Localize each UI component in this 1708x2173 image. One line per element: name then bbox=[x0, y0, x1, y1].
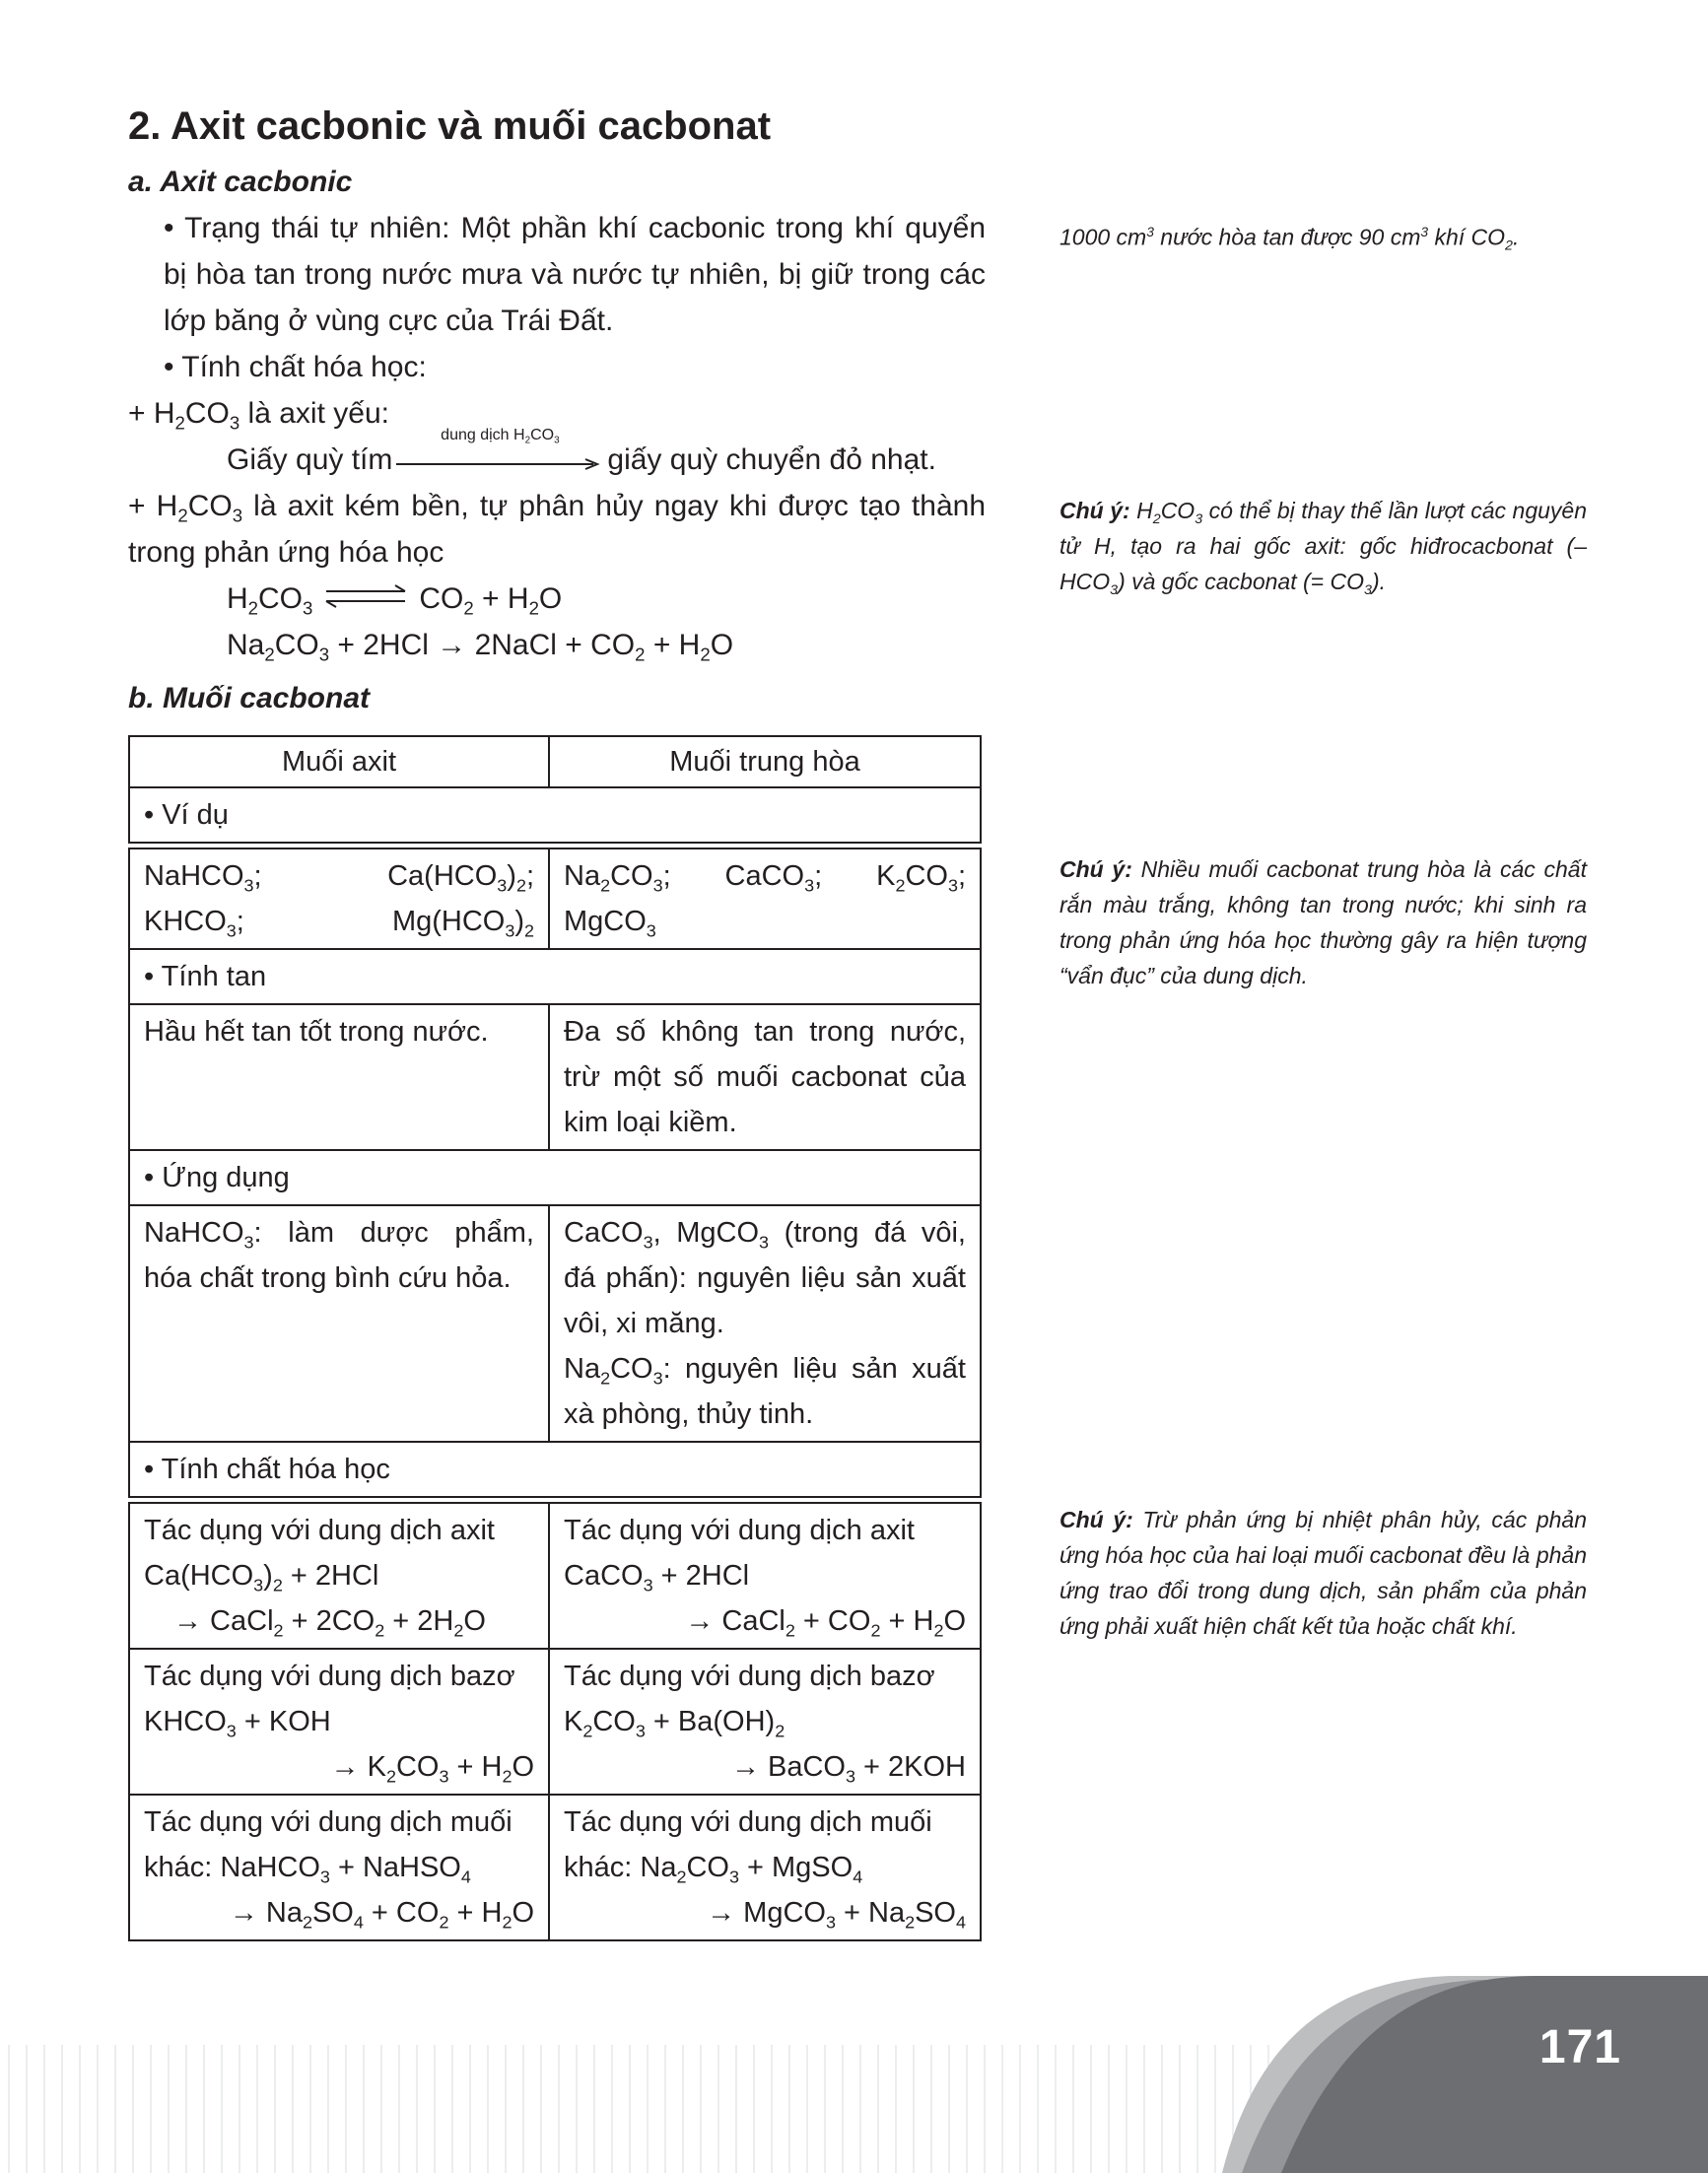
table-header-row bbox=[129, 736, 981, 787]
page-number: 171 bbox=[1538, 2021, 1621, 2073]
table-row bbox=[129, 849, 981, 949]
subsection-a-title: a. Axit cacbonic bbox=[128, 166, 353, 198]
section-title: 2. Axit cacbonic và muối cacbonat bbox=[128, 104, 772, 148]
base-reaction-neutral-salt: Tác dụng với dung dịch bazơ $K_2CO_3 + Ba(OH)_2$ → BaCO$_3$ + 2KOH bbox=[549, 1649, 981, 1795]
natural-state-paragraph: • Trạng thái tự nhiên: Một phần khí cacbonic trong khí quyển bị hòa tan trong nước mưa và nước tự nhiên, bị giữ trong các lớp băng ở vùng cực của Trái Đất. bbox=[164, 212, 986, 337]
section-row-uses: • Ứng dụng bbox=[129, 1150, 981, 1205]
carbonate-table bbox=[128, 735, 982, 1941]
equation-na2co3-hcl: $Na_2CO_3 + 2HCl$ → 2NaCl + $CO_2 + H_2O$ bbox=[227, 629, 734, 665]
section-row-solubility: • Tính tan bbox=[129, 949, 981, 1004]
header-neutral-salt: Muối trung hòa bbox=[549, 736, 981, 787]
table-row bbox=[129, 1503, 981, 1649]
uses-acid-salt: NaHCO$_3$: làm dược phẩm, hóa chất trong bình cứu hỏa. bbox=[129, 1205, 549, 1442]
page-footer bbox=[0, 1946, 1708, 2173]
header-acid-salt: Muối axit bbox=[129, 736, 549, 787]
right-arrow-icon bbox=[396, 457, 603, 471]
acid-reaction-acid-salt: Tác dụng với dung dịch axit $Ca(HCO_3)_2 + 2HCl$ → CaCl$_2$ + $2CO_2 + 2H_2O$ bbox=[129, 1503, 549, 1649]
table-row bbox=[129, 1649, 981, 1795]
reaction-arrow bbox=[396, 427, 603, 473]
acid-reaction-neutral-salt: Tác dụng với dung dịch axit CaCO$_3$ + 2HCl → CaCl$_2$ + $CO_2 + H_2O$ bbox=[549, 1503, 981, 1649]
uses-neutral-salt: CaCO$_3$, MgCO$_3$ (trong đá vôi, đá phấn): nguyên liệu sản xuất vôi, xi măng. $Na_2CO_3$: nguyên liệu sản xuất xà phòng, thủy tinh. bbox=[549, 1205, 981, 1442]
section-row-examples: • Ví dụ bbox=[129, 787, 981, 843]
solubility-neutral-salt: Đa số không tan trong nước, trừ một số muối cacbonat của kim loại kiềm. bbox=[549, 1004, 981, 1150]
weak-acid-line: + $H_2CO_3$ là axit yếu: bbox=[128, 397, 389, 434]
table-row bbox=[129, 1795, 981, 1940]
footer-decoration-icon bbox=[0, 1946, 1708, 2173]
main-content bbox=[128, 99, 986, 1941]
salt-reaction-neutral-salt: Tác dụng với dung dịch muối khác: $Na_2CO_3$ + MgSO$_4$ → MgCO$_3$ + $Na_2SO_4$ bbox=[549, 1795, 981, 1940]
equilibrium-arrow-icon bbox=[322, 584, 409, 608]
litmus-line: Giấy quỳ tím dung dịch $H_2CO_3$ giấy quỳ chuyển đỏ nhạt. bbox=[227, 427, 936, 476]
side-note-exchange-reactions: Chú ý: Trừ phản ứng bị nhiệt phân hủy, các phản ứng hóa học của hai loại muối cacbonat đều là phản ứng trao đổi trong dung dịch, sản phẩm của phản ứng phải xuất hiện chất kết tủa hoặc chất khí. bbox=[1059, 1507, 1587, 1639]
section-row-chem: • Tính chất hóa học bbox=[129, 1442, 981, 1497]
side-note-solubility: 1000 $cm^3$ nước hòa tan được 90 $cm^3$ khí $CO_2$. bbox=[1059, 224, 1520, 254]
side-note-acid-radicals: Chú ý: $H_2CO_3$ có thể bị thay thế lần lượt các nguyên tử H, tạo ra hai gốc axit: gốc hiđrocacbonat (– $HCO_3$) và gốc cacbonat (= $CO_3$). bbox=[1059, 498, 1588, 598]
unstable-acid-line: + $H_2CO_3$ là axit kém bền, tự phân hủy ngay khi được tạo thành trong phản ứng hóa học bbox=[128, 490, 987, 569]
examples-neutral-salt: $Na_2CO_3$; CaCO$_3$; $K_2CO_3$; MgCO$_3$ bbox=[549, 849, 981, 949]
arrow-label: dung dịch $H_2CO_3$ bbox=[441, 427, 560, 446]
solubility-acid-salt: Hầu hết tan tốt trong nước. bbox=[129, 1004, 549, 1150]
equation-equilibrium: $H_2CO_3$ $CO_2 + H_2O$ bbox=[227, 582, 563, 619]
table-row bbox=[129, 1205, 981, 1442]
examples-acid-salt: NaHCO$_3$; $Ca(HCO_3)_2$; $KHCO_3$; $Mg(HCO_3)_2$ bbox=[129, 849, 549, 949]
side-note-turbidity: Chú ý: Nhiều muối cacbonat trung hòa là các chất rắn màu trắng, không tan trong nước; khi sinh ra trong phản ứng hóa học thường gây ra hiện tượng “vẩn đục” của dung dịch. bbox=[1059, 856, 1587, 988]
subsection-b-title: b. Muối cacbonat bbox=[128, 682, 371, 714]
chem-props-heading: • Tính chất hóa học: bbox=[164, 351, 427, 383]
base-reaction-acid-salt: Tác dụng với dung dịch bazơ $KHCO_3$ + KOH → $K_2CO_3 + H_2O$ bbox=[129, 1649, 549, 1795]
table-row bbox=[129, 1004, 981, 1150]
salt-reaction-acid-salt: Tác dụng với dung dịch muối khác: NaHCO$_3$ + NaHSO$_4$ → $Na_2SO_4 + CO_2 + H_2O$ bbox=[129, 1795, 549, 1940]
